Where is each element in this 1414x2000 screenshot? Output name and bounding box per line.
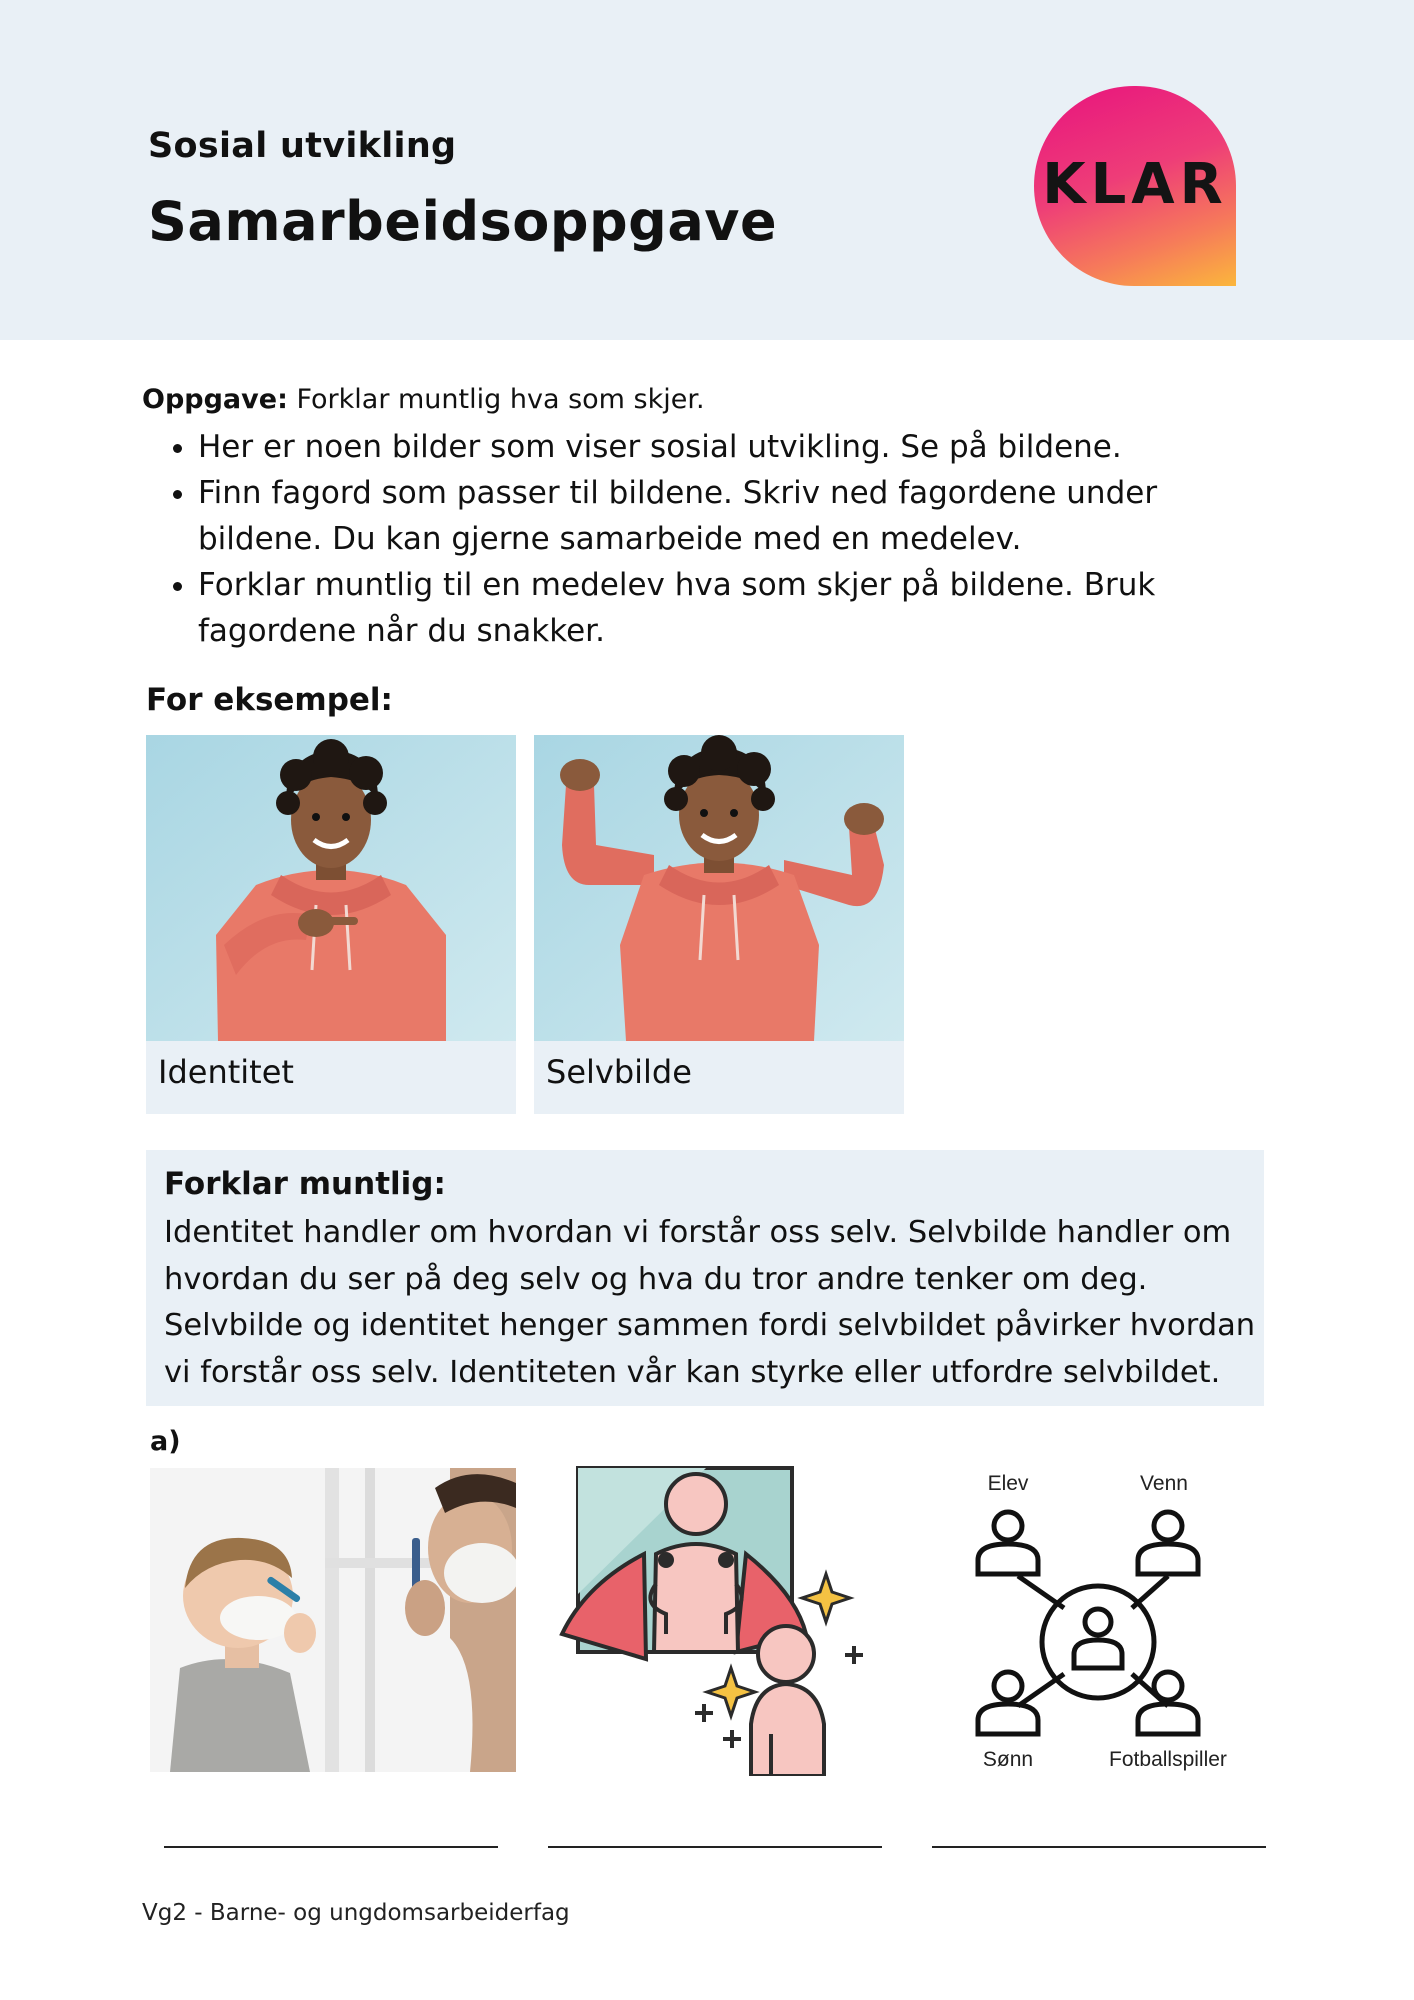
subject-heading: Sosial utvikling (148, 126, 457, 166)
network-label-fotballspiller: Fotballspiller (1109, 1748, 1227, 1771)
answer-line-3[interactable] (932, 1846, 1266, 1848)
explain-body: Identitet handler om hvordan vi forstår oss selv. Selvbilde handler om hvordan du ser på deg selv og hva du tror andre tenker om deg. Selvbilde og identitet henger sammen fordi selvbildet påvirker hvordan vi forstår oss selv. Identiteten vår kan styrke eller utfordre selvbildet. (164, 1215, 1256, 1390)
explain-box (146, 1150, 1264, 1406)
superhero-reflection-icon (556, 1464, 876, 1776)
photo-boy-flexing (534, 735, 904, 1041)
logo-text: KLAR (1042, 152, 1228, 217)
photo-boy-pointing (146, 735, 516, 1041)
page-title: Samarbeidsoppgave (148, 190, 778, 253)
example-heading: For eksempel: (146, 682, 393, 718)
answer-line-2[interactable] (548, 1846, 882, 1848)
caption-identitet: Identitet (158, 1053, 294, 1091)
instruction-item: • Forklar muntlig til en medelev hva som skjer på bildene. Bruk fagordene når du snakker. (198, 562, 1218, 654)
example-card-selvbilde (534, 735, 904, 1114)
instruction-list (142, 424, 1218, 654)
caption-selvbilde: Selvbilde (546, 1053, 692, 1091)
explain-heading: Forklar muntlig: (164, 1166, 446, 1202)
roles-network-diagram (960, 1468, 1240, 1778)
example-card-identitet (146, 735, 516, 1114)
task-label: Oppgave: (142, 384, 288, 415)
network-label-venn: Venn (1140, 1472, 1188, 1495)
answer-line-1[interactable] (164, 1846, 498, 1848)
network-label-elev: Elev (987, 1472, 1029, 1495)
photo-boy-father-shaving (150, 1468, 516, 1772)
instruction-item: • Her er noen bilder som viser sosial utvikling. Se på bildene. (198, 424, 1218, 470)
task-line (142, 384, 705, 415)
network-label-sonn: Sønn (982, 1748, 1034, 1771)
instruction-item: • Finn fagord som passer til bildene. Skriv ned fagordene under bildene. Du kan gjerne samarbeide med en medelev. (198, 470, 1218, 562)
task-text: Forklar muntlig hva som skjer. (287, 384, 705, 415)
part-a-label: a) (150, 1426, 181, 1457)
klar-logo (1034, 86, 1236, 286)
footer-course: Vg2 - Barne- og ungdomsarbeiderfag (142, 1900, 570, 1926)
